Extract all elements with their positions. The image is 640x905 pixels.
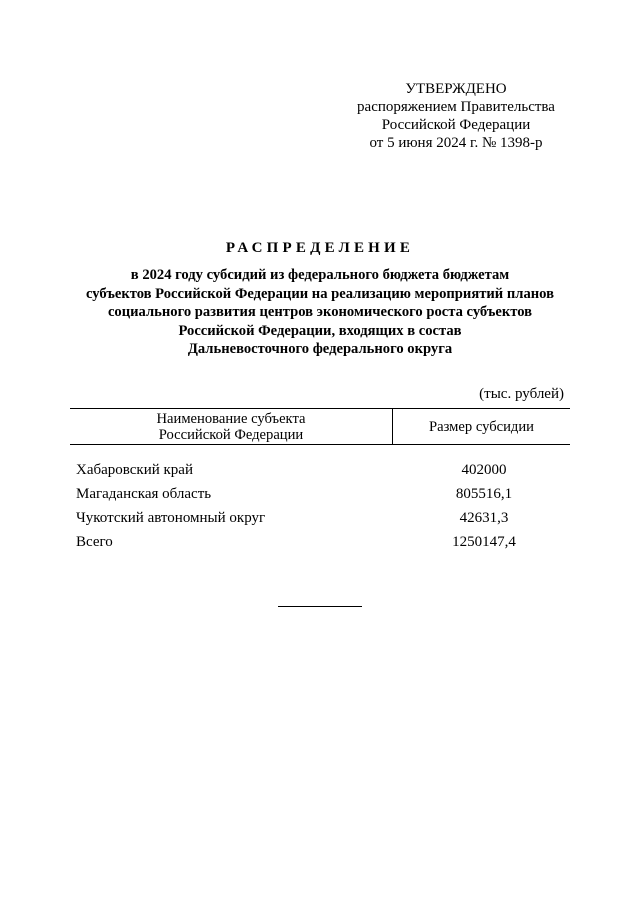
table-header-amount: Размер субсидии — [429, 419, 534, 435]
row-total-amount: 1250147,4 — [452, 534, 516, 550]
header-name-line: Российской Федерации — [158, 427, 304, 443]
table-row-total — [76, 534, 570, 554]
units-label: (тыс. рублей) — [479, 386, 564, 402]
document-subtitle — [60, 266, 580, 359]
approval-line: распоряжением Правительства — [357, 99, 555, 115]
subtitle-line: субъектов Российской Федерации на реализацию мероприятий планов — [86, 285, 554, 302]
row-amount: 805516,1 — [455, 486, 513, 502]
table-header-bottom-rule — [70, 444, 570, 445]
table-header-name — [70, 411, 392, 443]
approval-date-number: от 5 июня 2024 г. № 1398-р — [369, 135, 543, 151]
document-end-rule — [278, 606, 362, 607]
approval-line: Российской Федерации — [381, 117, 531, 133]
subtitle-line: социального развития центров экономического роста субъектов — [107, 304, 533, 320]
row-region-name: Магаданская область — [76, 486, 212, 502]
row-region-name: Хабаровский край — [76, 462, 193, 478]
table-row — [76, 510, 570, 530]
table-row — [76, 486, 570, 506]
subtitle-line: Дальневосточного федерального округа — [187, 341, 453, 357]
header-name-line: Наименование субъекта — [156, 411, 306, 427]
row-total-label: Всего — [76, 534, 113, 550]
row-amount: 42631,3 — [459, 510, 509, 526]
approval-block — [340, 80, 572, 152]
row-amount: 402000 — [461, 462, 507, 478]
document-title: РАСПРЕДЕЛЕНИЕ — [225, 240, 415, 256]
row-region-name: Чукотский автономный округ — [76, 510, 266, 526]
subtitle-line: Российской Федерации, входящих в состав — [178, 322, 462, 339]
table-top-rule — [70, 408, 570, 409]
table-row — [76, 462, 570, 482]
subtitle-line: в 2024 году субсидий из федерального бюджета бюджетам — [130, 267, 510, 283]
approval-heading: УТВЕРЖДЕНО — [405, 81, 507, 97]
